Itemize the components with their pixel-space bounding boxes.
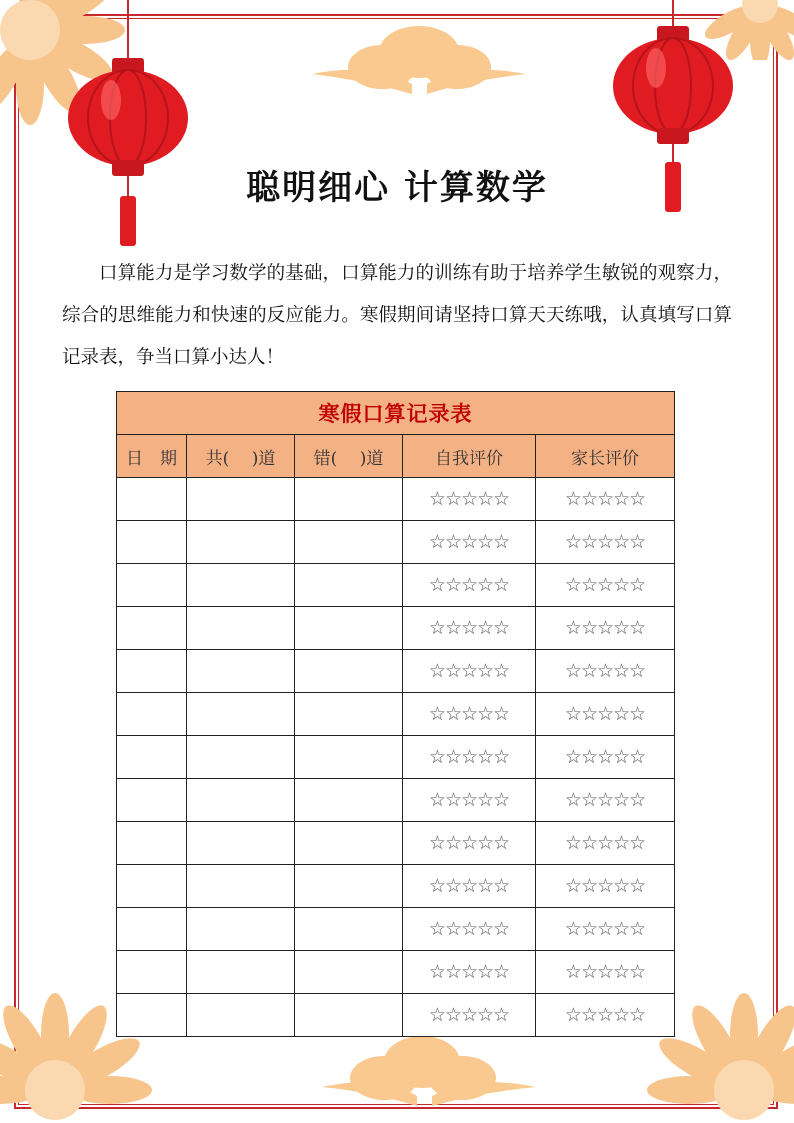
date-cell[interactable] <box>117 736 187 779</box>
bottom-cloud-decoration <box>322 1032 536 1112</box>
date-cell[interactable] <box>117 478 187 521</box>
self-rating-stars[interactable]: ☆☆☆☆☆ <box>403 779 536 822</box>
date-cell[interactable] <box>117 822 187 865</box>
self-rating-stars[interactable]: ☆☆☆☆☆ <box>403 564 536 607</box>
self-rating-stars[interactable]: ☆☆☆☆☆ <box>403 908 536 951</box>
parent-rating-stars[interactable]: ☆☆☆☆☆ <box>536 478 675 521</box>
wrong-cell[interactable] <box>295 736 403 779</box>
intro-paragraph: 口算能力是学习数学的基础，口算能力的训练有助于培养学生敏锐的观察力，综合的思维能力和快速的反应能力。寒假期间请坚持口算天天练哦，认真填写口算记录表，争当口算小达人！ <box>62 263 732 368</box>
left-lantern-decoration <box>66 0 192 250</box>
total-cell[interactable] <box>187 822 295 865</box>
parent-rating-stars[interactable]: ☆☆☆☆☆ <box>536 693 675 736</box>
total-cell[interactable] <box>187 650 295 693</box>
self-rating-stars[interactable]: ☆☆☆☆☆ <box>403 994 536 1037</box>
parent-rating-stars[interactable]: ☆☆☆☆☆ <box>536 779 675 822</box>
header-self-evaluation: 自我评价 <box>403 435 536 478</box>
total-cell[interactable] <box>187 478 295 521</box>
total-cell[interactable] <box>187 865 295 908</box>
parent-rating-stars[interactable]: ☆☆☆☆☆ <box>536 865 675 908</box>
total-cell[interactable] <box>187 994 295 1037</box>
total-cell[interactable] <box>187 736 295 779</box>
self-rating-stars[interactable]: ☆☆☆☆☆ <box>403 822 536 865</box>
wrong-cell[interactable] <box>295 478 403 521</box>
date-cell[interactable] <box>117 865 187 908</box>
header-wrong-questions: 错( )道 <box>295 435 403 478</box>
date-cell[interactable] <box>117 521 187 564</box>
header-parent-evaluation: 家长评价 <box>536 435 675 478</box>
table-caption: 寒假口算记录表 <box>117 392 675 435</box>
self-rating-stars[interactable]: ☆☆☆☆☆ <box>403 693 536 736</box>
header-total-questions: 共( )道 <box>187 435 295 478</box>
date-cell[interactable] <box>117 994 187 1037</box>
wrong-cell[interactable] <box>295 779 403 822</box>
table-row <box>117 865 675 908</box>
wrong-cell[interactable] <box>295 650 403 693</box>
wrong-cell[interactable] <box>295 822 403 865</box>
wrong-cell[interactable] <box>295 865 403 908</box>
page-title: 聪明细心 计算数学 <box>246 168 548 208</box>
total-cell[interactable] <box>187 564 295 607</box>
parent-rating-stars[interactable]: ☆☆☆☆☆ <box>536 908 675 951</box>
date-cell[interactable] <box>117 607 187 650</box>
table-body <box>117 478 675 1037</box>
self-rating-stars[interactable]: ☆☆☆☆☆ <box>403 951 536 994</box>
date-cell[interactable] <box>117 564 187 607</box>
table-row <box>117 736 675 779</box>
parent-rating-stars[interactable]: ☆☆☆☆☆ <box>536 521 675 564</box>
total-cell[interactable] <box>187 607 295 650</box>
wrong-cell[interactable] <box>295 994 403 1037</box>
date-cell[interactable] <box>117 779 187 822</box>
parent-rating-stars[interactable]: ☆☆☆☆☆ <box>536 822 675 865</box>
date-cell[interactable] <box>117 951 187 994</box>
self-rating-stars[interactable]: ☆☆☆☆☆ <box>403 736 536 779</box>
table-row <box>117 521 675 564</box>
wrong-cell[interactable] <box>295 951 403 994</box>
self-rating-stars[interactable]: ☆☆☆☆☆ <box>403 478 536 521</box>
table-row <box>117 994 675 1037</box>
oral-calc-record-table <box>116 391 675 1037</box>
parent-rating-stars[interactable]: ☆☆☆☆☆ <box>536 951 675 994</box>
table-row <box>117 951 675 994</box>
wrong-cell[interactable] <box>295 607 403 650</box>
table-row <box>117 908 675 951</box>
table-row <box>117 650 675 693</box>
wrong-cell[interactable] <box>295 521 403 564</box>
total-cell[interactable] <box>187 908 295 951</box>
parent-rating-stars[interactable]: ☆☆☆☆☆ <box>536 736 675 779</box>
parent-rating-stars[interactable]: ☆☆☆☆☆ <box>536 607 675 650</box>
self-rating-stars[interactable]: ☆☆☆☆☆ <box>403 650 536 693</box>
header-date: 日 期 <box>117 435 187 478</box>
total-cell[interactable] <box>187 951 295 994</box>
top-cloud-decoration <box>312 22 526 100</box>
table-row <box>117 564 675 607</box>
total-cell[interactable] <box>187 693 295 736</box>
parent-rating-stars[interactable]: ☆☆☆☆☆ <box>536 564 675 607</box>
table-header-row <box>117 435 675 478</box>
table-row <box>117 693 675 736</box>
self-rating-stars[interactable]: ☆☆☆☆☆ <box>403 607 536 650</box>
wrong-cell[interactable] <box>295 693 403 736</box>
total-cell[interactable] <box>187 521 295 564</box>
table-row <box>117 607 675 650</box>
wrong-cell[interactable] <box>295 908 403 951</box>
date-cell[interactable] <box>117 650 187 693</box>
total-cell[interactable] <box>187 779 295 822</box>
table-row <box>117 478 675 521</box>
wrong-cell[interactable] <box>295 564 403 607</box>
table-row <box>117 779 675 822</box>
self-rating-stars[interactable]: ☆☆☆☆☆ <box>403 865 536 908</box>
parent-rating-stars[interactable]: ☆☆☆☆☆ <box>536 994 675 1037</box>
self-rating-stars[interactable]: ☆☆☆☆☆ <box>403 521 536 564</box>
date-cell[interactable] <box>117 693 187 736</box>
date-cell[interactable] <box>117 908 187 951</box>
parent-rating-stars[interactable]: ☆☆☆☆☆ <box>536 650 675 693</box>
table-row <box>117 822 675 865</box>
